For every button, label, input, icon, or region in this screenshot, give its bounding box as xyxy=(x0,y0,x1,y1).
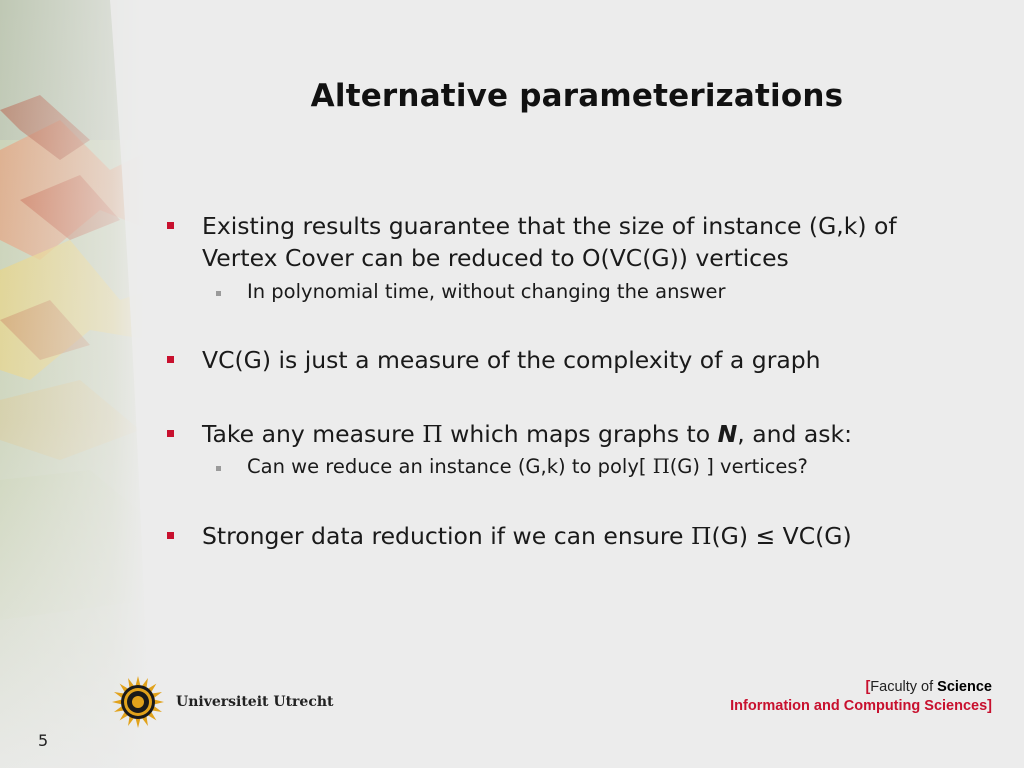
bullet-marker xyxy=(167,356,174,363)
faculty-prefix: Faculty of xyxy=(870,679,938,695)
bullet-4-text-b: (G) ≤ VC(G) xyxy=(711,522,852,550)
pi-symbol: Π xyxy=(690,522,712,550)
bracket-open: [ xyxy=(865,679,871,695)
page-number: 5 xyxy=(38,731,49,750)
bullet-1-line-2: Vertex Cover can be reduced to O(VC(G)) vertices xyxy=(202,244,789,272)
slide-title: Alternative parameterizations xyxy=(310,78,844,114)
bracket-close: ] xyxy=(987,698,992,714)
bullet-marker xyxy=(167,430,174,437)
sub-bullet-marker xyxy=(216,291,221,296)
bullet-4-line-1 xyxy=(202,520,852,552)
faculty-name: Science xyxy=(937,679,992,695)
faculty-block xyxy=(730,678,992,716)
pi-symbol: Π xyxy=(652,455,670,478)
bullet-3-text-a: Take any measure xyxy=(202,420,423,448)
sub-text-b: (G) ] vertices? xyxy=(669,455,808,478)
sun-seal-icon xyxy=(112,676,164,728)
naturals-symbol: N xyxy=(717,420,738,448)
department-line xyxy=(730,697,992,716)
sub-bullet-marker xyxy=(216,466,221,471)
bullet-marker xyxy=(167,532,174,539)
department-name: Information and Computing Sciences xyxy=(730,698,988,714)
sub-text-a: Can we reduce an instance (G,k) to poly[ xyxy=(247,455,653,478)
bullet-4-text-a: Stronger data reduction if we can ensure xyxy=(202,522,691,550)
university-name: Universiteit Utrecht xyxy=(176,694,334,710)
bullet-3-text-b: which maps graphs to xyxy=(442,420,718,448)
bullet-1-sub-1: In polynomial time, without changing the answer xyxy=(247,280,726,303)
bullet-3-line-1 xyxy=(202,418,852,450)
pi-symbol: Π xyxy=(422,420,443,448)
bullet-1-line-1: Existing results guarantee that the size of instance (G,k) of xyxy=(202,212,897,240)
bullet-2-line-1: VC(G) is just a measure of the complexity of a graph xyxy=(202,346,821,374)
bullet-marker xyxy=(167,222,174,229)
bullet-3-sub-1 xyxy=(247,454,808,480)
faculty-line xyxy=(730,678,992,697)
bullet-3-text-c: , and ask: xyxy=(737,420,853,448)
